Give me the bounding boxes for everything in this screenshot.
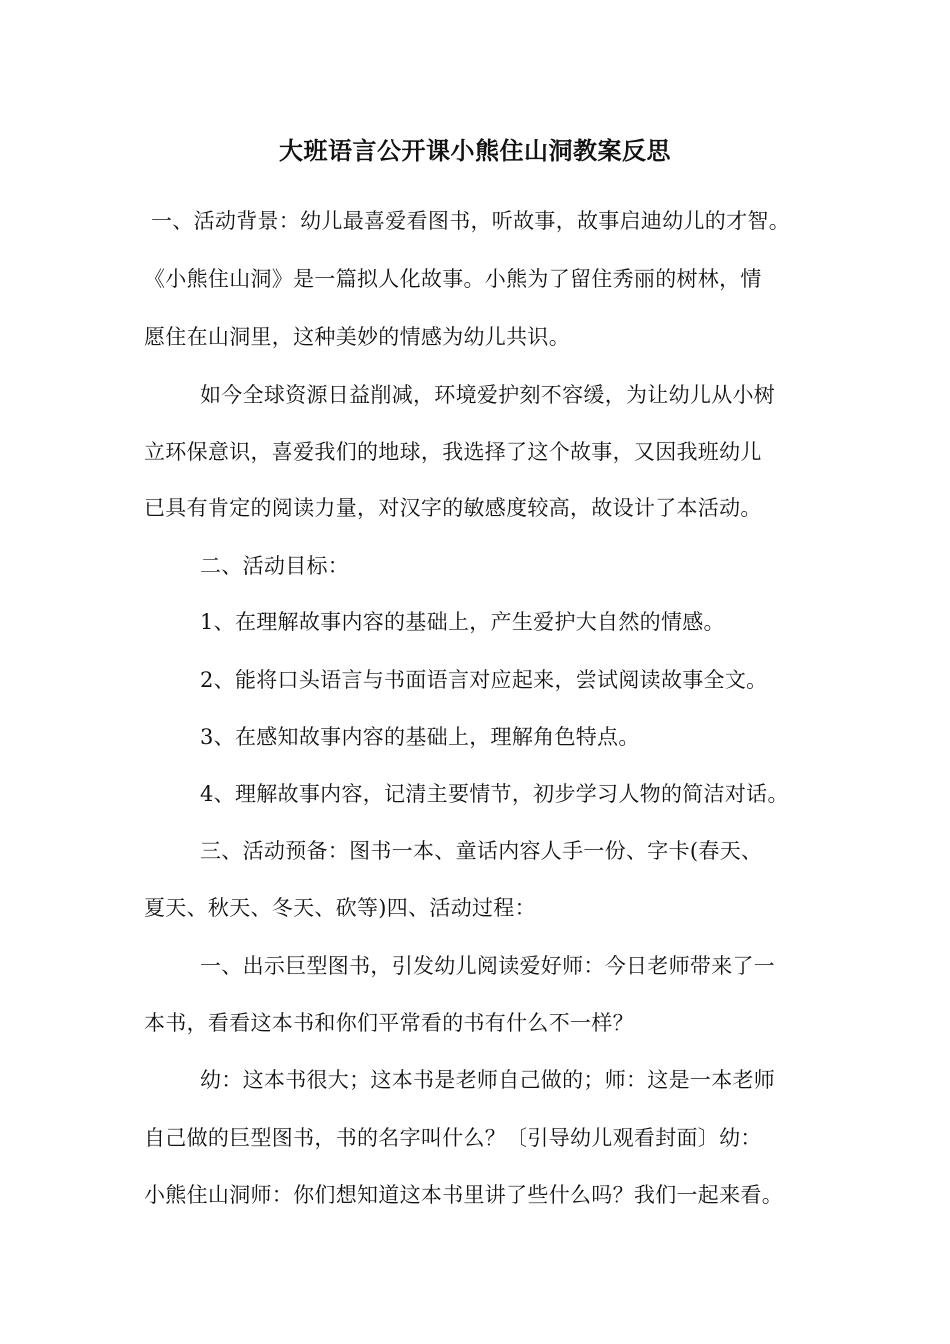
paragraph-line: 《小熊住山洞》是一篇拟人化故事。小熊为了留住秀丽的树林，情 — [144, 267, 762, 291]
paragraph-line: 自己做的巨型图书，书的名字叫什么？〔引导幼儿观看封面〕幼： — [144, 1126, 762, 1150]
list-item: 2、能将口头语言与书面语言对应起来，尝试阅读故事全文。 — [200, 668, 768, 692]
list-item: 4、理解故事内容，记清主要情节，初步学习人物的简洁对话。 — [200, 782, 789, 806]
paragraph-line: 愿住在山洞里，这种美妙的情感为幼儿共识。 — [144, 325, 570, 349]
list-item: 1、在理解故事内容的基础上，产生爱护大自然的情感。 — [200, 610, 725, 634]
paragraph-line: 幼：这本书很大；这本书是老师自己做的；师：这是一本老师 — [200, 1068, 776, 1092]
paragraph-line: 小熊住山洞师：你们想知道这本书里讲了些什么吗？我们一起来看。 — [144, 1183, 783, 1207]
paragraph-line: 如今全球资源日益削减，环境爱护刻不容缓，为让幼儿从小树 — [200, 383, 776, 407]
list-item: 3、在感知故事内容的基础上，理解角色特点。 — [200, 725, 640, 749]
paragraph-line: 立环保意识，喜爱我们的地球，我选择了这个故事，又因我班幼儿 — [144, 440, 762, 464]
paragraph-line: 一、活动背景：幼儿最喜爱看图书，听故事，故事启迪幼儿的才智。 — [151, 209, 790, 233]
section-heading: 二、活动目标： — [200, 554, 350, 578]
paragraph-line: 夏天、秋天、冬天、砍等)四、活动过程： — [144, 896, 536, 920]
section-heading: 三、活动预备：图书一本、童话内容人手一份、字卡(春天、 — [200, 839, 763, 863]
paragraph-line: 一、出示巨型图书，引发幼儿阅读爱好师：今日老师带来了一 — [200, 954, 776, 978]
paragraph-line: 已具有肯定的阅读力量，对汉字的敏感度较高，故设计了本活动。 — [144, 496, 762, 520]
document-title: 大班语言公开课小熊住山洞教案反思 — [279, 136, 671, 165]
paragraph-line: 本书，看看这本书和你们平常看的书有什么不一样？ — [144, 1011, 634, 1035]
